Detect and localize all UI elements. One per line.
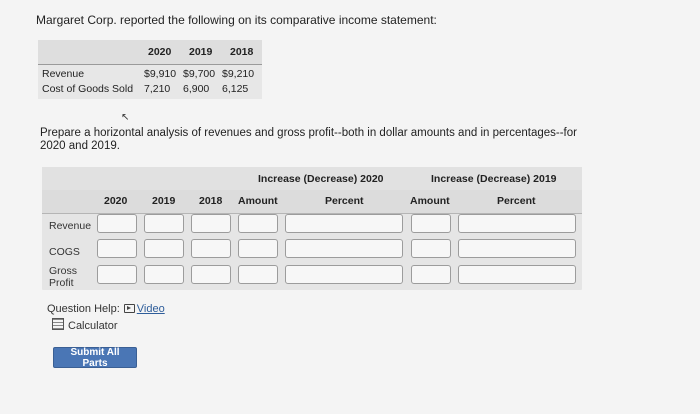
question-help [47, 303, 165, 315]
row-label-gross-profit: Gross Profit [49, 265, 78, 289]
gross-profit-2019-input[interactable] [144, 265, 184, 284]
calculator-label: Calculator [68, 320, 118, 332]
revenue-amount-2019-input[interactable] [411, 214, 451, 233]
revenue-amount-2020-input[interactable] [238, 214, 278, 233]
row-label-cogs: COGS [49, 246, 80, 258]
col-amount-2020: Amount [238, 195, 278, 207]
calculator-link[interactable] [52, 318, 118, 332]
calculator-icon [52, 318, 64, 330]
cogs-2018-input[interactable] [191, 239, 231, 258]
cogs-2019-input[interactable] [144, 239, 184, 258]
given-col-2020: 2020 [148, 46, 172, 58]
cogs-2020-input[interactable] [97, 239, 137, 258]
video-link[interactable]: Video [136, 303, 165, 315]
gross-profit-2020-input[interactable] [97, 265, 137, 284]
row-label-revenue: Revenue [49, 220, 92, 232]
group-header-2019: Increase (Decrease) 2019 [431, 173, 557, 185]
video-icon[interactable] [124, 304, 135, 313]
given-row-label: Cost of Goods Sold [42, 83, 134, 95]
answer-table [42, 167, 582, 290]
given-cell: 6,125 [222, 83, 249, 95]
submit-all-parts-button[interactable]: Submit All Parts [53, 347, 137, 368]
answer-group-header [42, 167, 582, 190]
col-percent-2019: Percent [497, 195, 536, 207]
revenue-percent-2019-input[interactable] [458, 214, 576, 233]
cogs-amount-2019-input[interactable] [411, 239, 451, 258]
question-prompt: Prepare a horizontal analysis of revenues and gross profit--both in dollar amounts and in percentages--for 2020 and 2019. [40, 127, 577, 152]
gross-profit-amount-2019-input[interactable] [411, 265, 451, 284]
mouse-cursor-icon: ↖ [121, 112, 130, 123]
given-data-table [38, 40, 262, 99]
given-cell: $9,700 [183, 68, 216, 80]
gross-profit-percent-2020-input[interactable] [285, 265, 403, 284]
given-table-header [38, 40, 262, 65]
col-amount-2019: Amount [410, 195, 450, 207]
col-2019: 2019 [152, 195, 176, 207]
gross-profit-percent-2019-input[interactable] [458, 265, 576, 284]
cogs-percent-2020-input[interactable] [285, 239, 403, 258]
given-cell: 7,210 [144, 83, 171, 95]
gross-profit-2018-input[interactable] [191, 265, 231, 284]
col-percent-2020: Percent [325, 195, 364, 207]
revenue-2020-input[interactable] [97, 214, 137, 233]
given-row-label: Revenue [42, 68, 85, 80]
col-2018: 2018 [199, 195, 223, 207]
given-row-cogs [38, 82, 262, 97]
given-col-2019: 2019 [189, 46, 213, 58]
given-col-2018: 2018 [230, 46, 254, 58]
gross-profit-amount-2020-input[interactable] [238, 265, 278, 284]
given-cell: $9,910 [144, 68, 177, 80]
given-row-revenue [38, 67, 262, 82]
question-help-label: Question Help: [47, 303, 120, 315]
given-cell: 6,900 [183, 83, 210, 95]
cogs-percent-2019-input[interactable] [458, 239, 576, 258]
revenue-2018-input[interactable] [191, 214, 231, 233]
revenue-2019-input[interactable] [144, 214, 184, 233]
answer-column-header [42, 190, 582, 214]
group-header-2020: Increase (Decrease) 2020 [258, 173, 384, 185]
col-2020: 2020 [104, 195, 128, 207]
given-cell: $9,210 [222, 68, 255, 80]
intro-text: Margaret Corp. reported the following on its comparative income statement: [36, 13, 437, 27]
cogs-amount-2020-input[interactable] [238, 239, 278, 258]
revenue-percent-2020-input[interactable] [285, 214, 403, 233]
